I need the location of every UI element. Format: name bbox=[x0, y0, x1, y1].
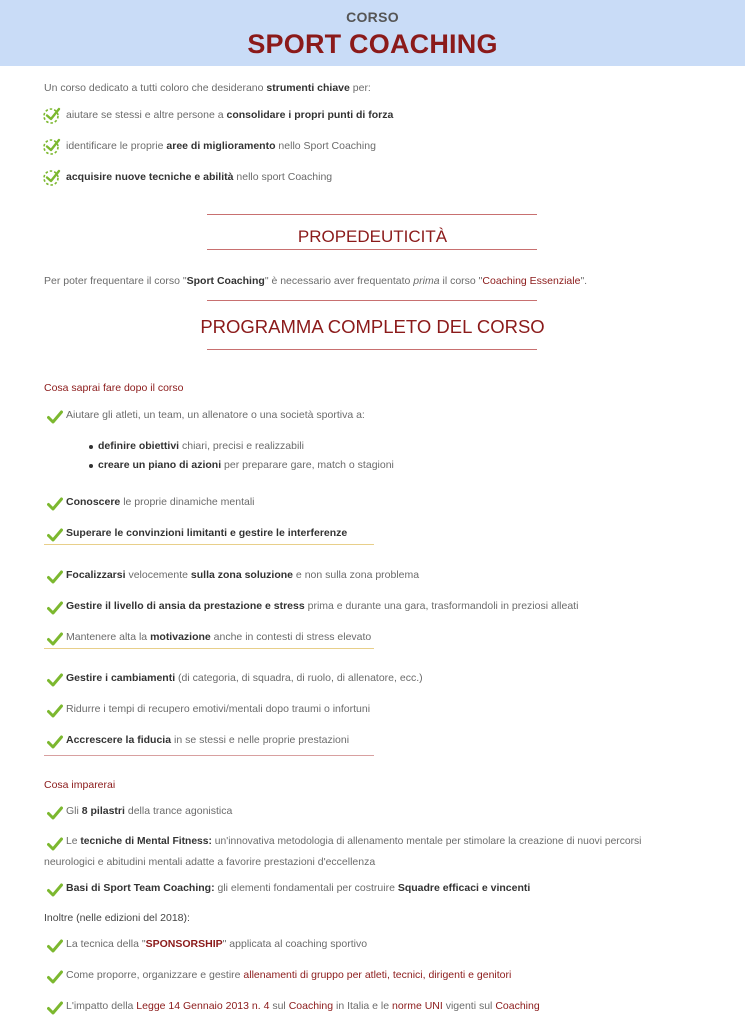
list-item-continuation: neurologici e abitudini mentali adatte a favorire prestazioni d'eccellenza bbox=[44, 856, 376, 868]
list-item bbox=[66, 804, 232, 818]
section-divider-bottom bbox=[207, 349, 537, 350]
item-text: gli elementi fondamentali per costruire bbox=[214, 882, 398, 894]
item-text: della trance agonistica bbox=[124, 805, 233, 817]
dashed-check-icon bbox=[42, 167, 62, 187]
item-bold: Accrescere la fiducia bbox=[66, 734, 172, 746]
intro-item bbox=[66, 170, 332, 184]
sub-list-item bbox=[98, 439, 304, 453]
intro-item bbox=[66, 139, 376, 153]
list-item bbox=[66, 733, 349, 747]
item-bold: sulla zona soluzione bbox=[190, 569, 294, 581]
check-icon bbox=[47, 1001, 63, 1015]
section-divider-top bbox=[207, 300, 537, 301]
item-text: sul bbox=[269, 1000, 289, 1012]
item-text: vigenti sul bbox=[442, 1000, 496, 1012]
page-title: SPORT COACHING bbox=[247, 29, 498, 59]
page-header bbox=[0, 0, 745, 66]
check-icon bbox=[47, 883, 63, 897]
inoltre-label: Inoltre (nelle edizioni del 2018): bbox=[44, 912, 190, 924]
sub-item-bold: creare un piano di azioni bbox=[98, 459, 222, 471]
list-item bbox=[66, 835, 641, 849]
check-icon bbox=[47, 570, 63, 584]
item-text: anche in contesti di stress elevato bbox=[210, 631, 372, 643]
subheading-saprai: Cosa saprai fare dopo il corso bbox=[44, 382, 184, 394]
item-text: le proprie dinamiche mentali bbox=[120, 496, 255, 508]
item-highlight: Coaching bbox=[288, 1000, 334, 1012]
item-bold: Squadre efficaci e vincenti bbox=[397, 882, 531, 894]
prereq-part: ". bbox=[580, 275, 588, 287]
subheading-imparerai: Cosa imparerai bbox=[44, 779, 116, 791]
section-divider-top bbox=[207, 214, 537, 215]
intro-item-text: identificare le proprie bbox=[66, 140, 167, 152]
sub-item-bold: definire obiettivi bbox=[98, 440, 180, 452]
prerequisite-text bbox=[44, 274, 587, 288]
item-bold: Gestire il livello di ansia da prestazione e stress bbox=[66, 600, 305, 612]
bullet-dot bbox=[89, 445, 93, 449]
intro-item-tail: nello sport Coaching bbox=[233, 171, 333, 183]
item-highlight: SPONSORSHIP bbox=[145, 938, 223, 950]
prereq-part: " è necessario aver frequentato bbox=[264, 275, 414, 287]
item-highlight: norme UNI bbox=[392, 1000, 443, 1012]
intro-item-bold: aree di miglioramento bbox=[166, 140, 276, 152]
item-highlight: Legge 14 Gennaio 2013 n. 4 bbox=[136, 1000, 270, 1012]
item-text: La tecnica della " bbox=[66, 938, 146, 950]
check-icon bbox=[47, 632, 63, 646]
prereq-part: il corso " bbox=[439, 275, 483, 287]
item-bold: Basi di Sport Team Coaching: bbox=[66, 882, 215, 894]
item-bold: tecniche di Mental Fitness: bbox=[80, 836, 212, 847]
item-bold: Gestire i cambiamenti bbox=[66, 672, 176, 684]
check-icon bbox=[47, 735, 63, 749]
group-separator bbox=[44, 544, 374, 545]
list-item: Superare le convinzioni limitanti e gestire le interferenze bbox=[66, 527, 348, 539]
item-text: Come proporre, organizzare e gestire bbox=[66, 969, 244, 981]
intro-item-bold: acquisire nuove tecniche e abilità bbox=[66, 171, 234, 183]
list-item: Aiutare gli atleti, un team, un allenatore o una società sportiva a: bbox=[66, 409, 365, 421]
list-item bbox=[66, 968, 511, 982]
sub-item-text: chiari, precisi e realizzabili bbox=[179, 440, 304, 452]
check-icon bbox=[47, 528, 63, 542]
intro-pre: Un corso dedicato a tutti coloro che desiderano bbox=[44, 82, 267, 94]
item-text: un'innovativa metodologia di allenamento mentale per stimolare la creazione di nuovi percorsi bbox=[211, 836, 642, 847]
list-item bbox=[66, 881, 530, 895]
item-highlight: Coaching bbox=[495, 1000, 540, 1012]
item-bold: Conoscere bbox=[66, 496, 121, 508]
list-item bbox=[66, 599, 578, 613]
prereq-emph: prima bbox=[413, 275, 440, 287]
sub-item-text: per preparare gare, match o stagioni bbox=[221, 459, 394, 471]
dashed-check-icon bbox=[42, 136, 62, 156]
prereq-course: Sport Coaching bbox=[186, 275, 265, 287]
list-item bbox=[66, 937, 367, 951]
intro-item-text: aiutare se stessi e altre persone a bbox=[66, 109, 227, 121]
intro-post: per: bbox=[349, 82, 371, 94]
dashed-check-icon bbox=[42, 105, 62, 125]
item-highlight: allenamenti di gruppo per atleti, tecnici, dirigenti e genitori bbox=[243, 969, 512, 981]
header-kicker: CORSO bbox=[346, 9, 399, 25]
check-icon bbox=[47, 497, 63, 511]
check-icon bbox=[47, 410, 63, 424]
item-bold: 8 pilastri bbox=[81, 805, 125, 817]
list-item bbox=[66, 495, 255, 509]
list-item bbox=[66, 999, 540, 1013]
item-text: velocemente bbox=[125, 569, 191, 581]
check-icon bbox=[47, 939, 63, 953]
item-text: in Italia e le bbox=[333, 1000, 393, 1012]
intro-item-tail: nello Sport Coaching bbox=[275, 140, 376, 152]
check-icon bbox=[47, 970, 63, 984]
list-item bbox=[66, 671, 423, 685]
section-title-programma: PROGRAMMA COMPLETO DEL CORSO bbox=[200, 316, 545, 337]
item-text: Le bbox=[66, 836, 81, 847]
item-text: (di categoria, di squadra, di ruolo, di allenatore, ecc.) bbox=[175, 672, 423, 684]
item-bold: motivazione bbox=[150, 631, 211, 643]
intro-item-bold: consolidare i propri punti di forza bbox=[226, 109, 394, 121]
item-text: L'impatto della bbox=[66, 1000, 137, 1012]
item-text: e non sulla zona problema bbox=[293, 569, 420, 581]
intro-bold: strumenti chiave bbox=[266, 82, 350, 94]
check-icon bbox=[47, 837, 63, 851]
sub-list-item bbox=[98, 458, 394, 472]
check-icon bbox=[47, 601, 63, 615]
list-item bbox=[66, 630, 371, 644]
item-text: in se stessi e nelle proprie prestazioni bbox=[171, 734, 350, 746]
group-separator bbox=[44, 755, 374, 756]
check-icon bbox=[47, 673, 63, 687]
list-item bbox=[66, 568, 419, 582]
bullet-dot bbox=[89, 464, 93, 468]
item-bold: Focalizzarsi bbox=[66, 569, 126, 581]
check-icon bbox=[47, 704, 63, 718]
item-text: Mantenere alta la bbox=[66, 631, 151, 643]
intro-text bbox=[44, 81, 371, 95]
section-divider-bottom bbox=[207, 249, 537, 250]
item-text: " applicata al coaching sportivo bbox=[222, 938, 368, 950]
prereq-link[interactable]: Coaching Essenziale bbox=[482, 275, 581, 287]
list-item: Ridurre i tempi di recupero emotivi/mentali dopo traumi o infortuni bbox=[66, 703, 371, 715]
item-text: Gli bbox=[66, 805, 82, 817]
intro-item bbox=[66, 108, 393, 122]
prereq-part: Per poter frequentare il corso " bbox=[44, 275, 187, 287]
check-icon bbox=[47, 806, 63, 820]
group-separator bbox=[44, 648, 374, 649]
section-title-propedeuticita: PROPEDEUTICITÀ bbox=[297, 227, 448, 246]
item-text: prima e durante una gara, trasformandoli in preziosi alleati bbox=[304, 600, 579, 612]
